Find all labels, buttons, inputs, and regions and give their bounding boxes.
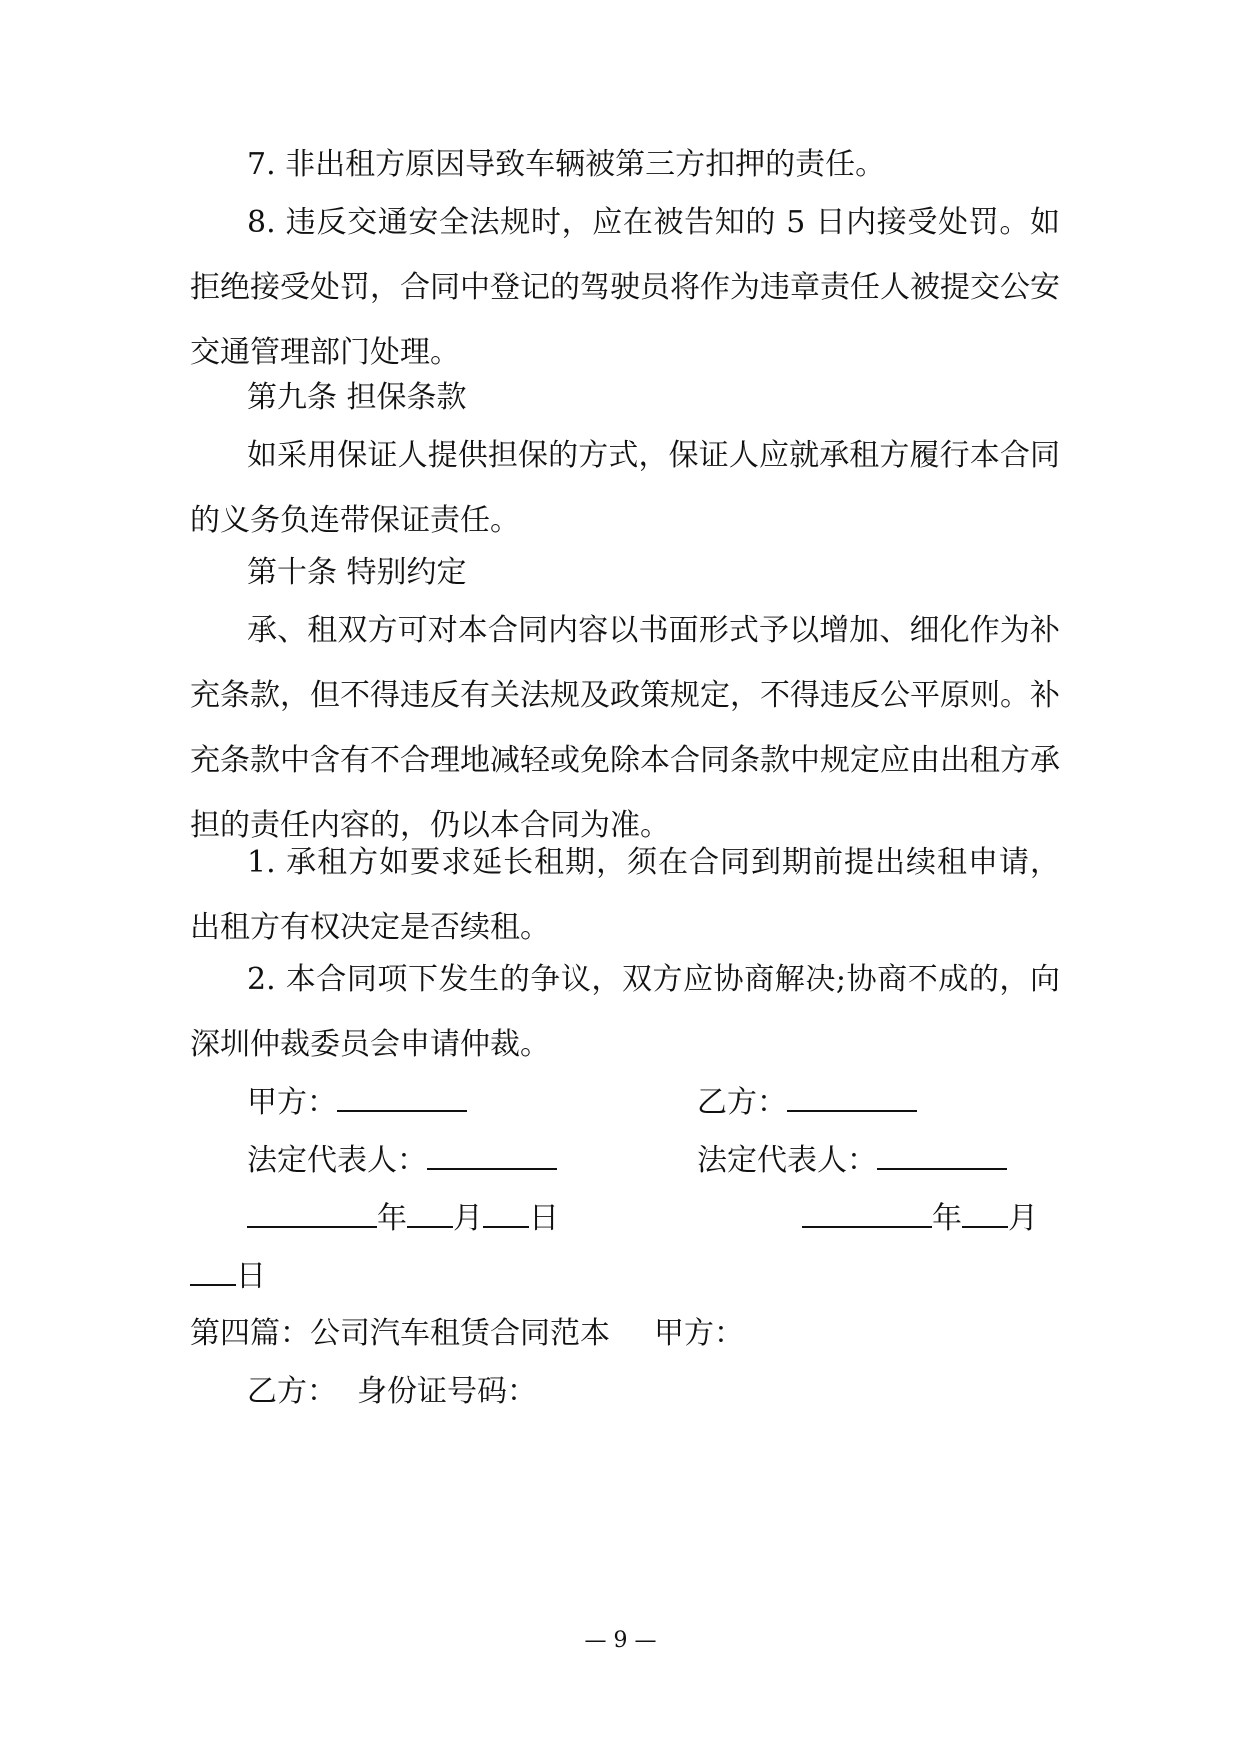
legal-rep-b-blank[interactable] xyxy=(877,1140,1007,1170)
date-b xyxy=(802,1198,1038,1239)
signature-party-b xyxy=(697,1082,917,1123)
legal-rep-b xyxy=(697,1140,1007,1181)
party-a-blank[interactable] xyxy=(337,1082,467,1112)
legal-rep-a-label: 法定代表人： xyxy=(247,1143,427,1178)
article-9-title: 第九条 担保条款 xyxy=(247,380,467,415)
section-4-party-b-row xyxy=(247,1372,537,1412)
section-4-title: 第四篇：公司汽车租赁合同范本 xyxy=(190,1316,610,1351)
month-label: 月 xyxy=(1008,1201,1038,1236)
clause-10-2: 2. 本合同项下发生的争议，双方应协商解决;协商不成的，向深圳仲裁委员会申请仲裁。 xyxy=(190,962,1060,1062)
article-10-title: 第十条 特别约定 xyxy=(247,555,467,590)
year-label: 年 xyxy=(377,1201,407,1236)
party-a-label: 甲方： xyxy=(247,1085,337,1120)
date-b-year-blank[interactable] xyxy=(802,1198,932,1228)
party-b-label: 乙方： xyxy=(697,1085,787,1120)
party-b-blank[interactable] xyxy=(787,1082,917,1112)
date-b-month-blank[interactable] xyxy=(962,1198,1008,1228)
date-a-year-blank[interactable] xyxy=(247,1198,377,1228)
date-a xyxy=(247,1198,559,1239)
legal-rep-a xyxy=(247,1140,557,1181)
legal-rep-b-label: 法定代表人： xyxy=(697,1143,877,1178)
legal-rep-a-blank[interactable] xyxy=(427,1140,557,1170)
day-label: 日 xyxy=(236,1259,266,1294)
date-b-day xyxy=(190,1256,266,1297)
section-4-id-number: 身份证号码： xyxy=(357,1374,537,1409)
date-a-day-blank[interactable] xyxy=(483,1198,529,1228)
clause-8: 8. 违反交通安全法规时，应在被告知的 5 日内接受处罚。如拒绝接受处罚，合同中登记的驾驶员将作为违章责任人被提交公安交通管理部门处理。 xyxy=(190,205,1060,370)
page-number: — 9 — xyxy=(584,1628,657,1653)
date-a-month-blank[interactable] xyxy=(407,1198,453,1228)
day-label: 日 xyxy=(529,1201,559,1236)
article-9-body: 如采用保证人提供担保的方式，保证人应就承租方履行本合同的义务负连带保证责任。 xyxy=(190,438,1060,538)
date-b-day-blank[interactable] xyxy=(190,1256,236,1286)
signature-party-a xyxy=(247,1082,467,1123)
section-4-party-a: 甲方： xyxy=(654,1316,744,1351)
article-10-body: 承、租双方可对本合同内容以书面形式予以增加、细化作为补充条款，但不得违反有关法规及政策规定，不得违反公平原则。补充条款中含有不合理地减轻或免除本合同条款中规定应由出租方承担的责任内容的，仍以本合同为准。 xyxy=(190,613,1060,843)
section-4-party-b: 乙方： xyxy=(247,1374,337,1409)
month-label: 月 xyxy=(453,1201,483,1236)
clause-10-1: 1. 承租方如要求延长租期，须在合同到期前提出续租申请，出租方有权决定是否续租。 xyxy=(190,845,1060,945)
year-label: 年 xyxy=(932,1201,962,1236)
clause-7: 7. 非出租方原因导致车辆被第三方扣押的责任。 xyxy=(247,147,886,182)
